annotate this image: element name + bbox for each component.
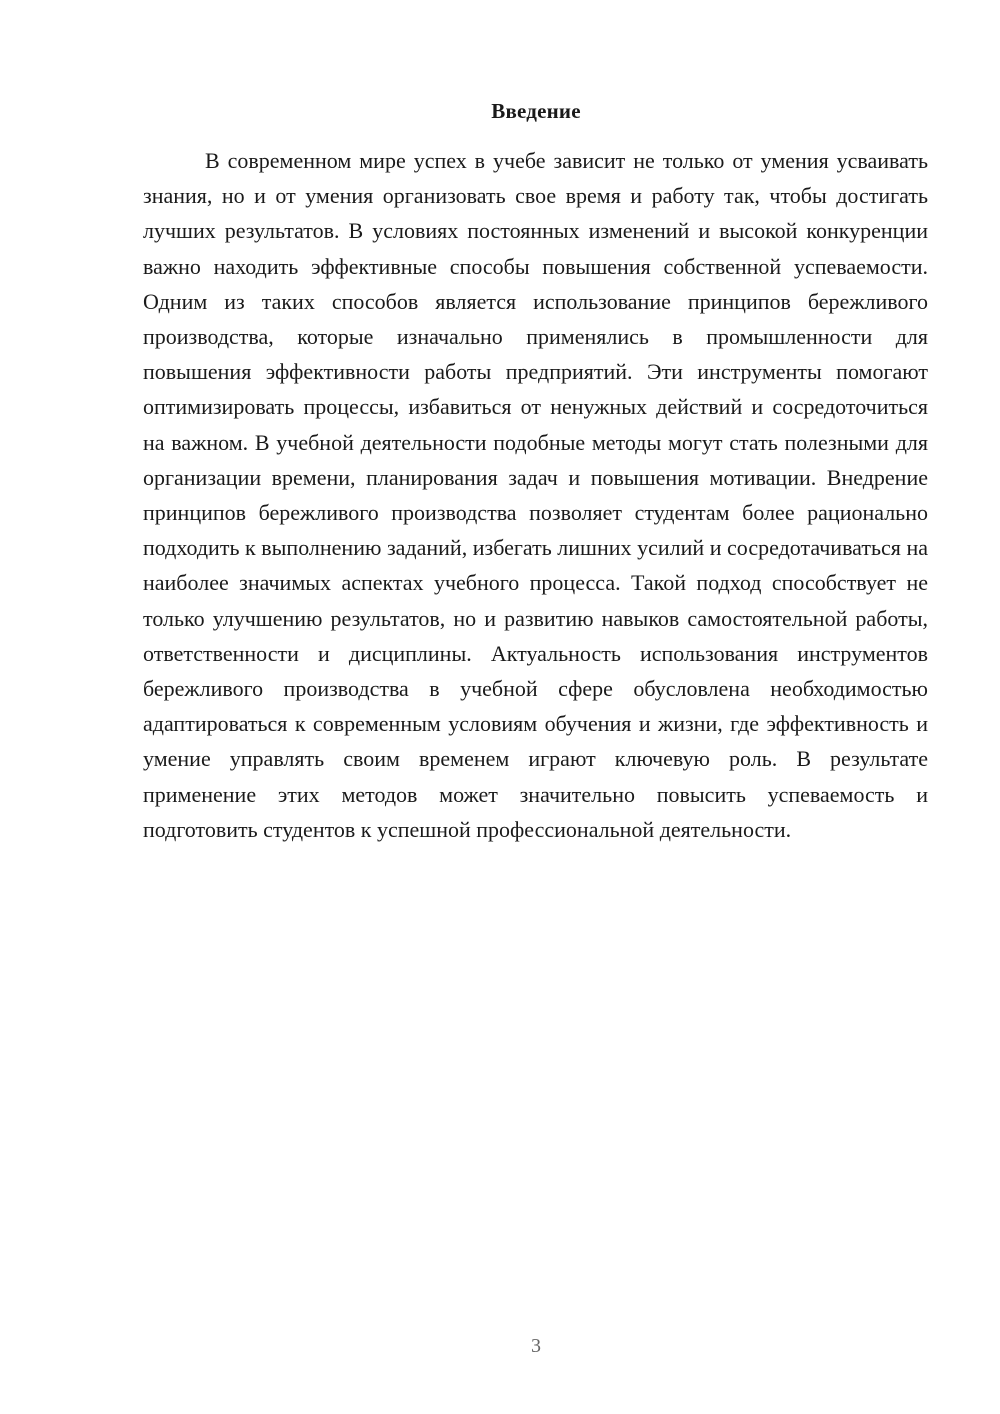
page-number: 3 <box>531 1335 541 1357</box>
section-title: Введение <box>491 99 581 123</box>
body-paragraph: В современном мире успех в учебе зависит не только от умения усваивать знания, но и от умения организовать свое время и работу так, чтобы достигать лучших результатов. В условиях постоянных изменений и высокой конкуренции важно находить эффективные способы повышения собственной успеваемости. Одним из таких способов является использование принципов бережливого производства, которые изначально применялись в промышленности для повышения эффективности работы предприятий. Эти инструменты помогают оптимизировать процессы, избавиться от ненужных действий и сосредоточиться на важном. В учебной деятельности подобные методы могут стать полезными для организации времени, планирования задач и повышения мотивации. Внедрение принципов бережливого производства позволяет студентам более рационально подходить к выполнению заданий, избегать лишних усилий и сосредотачиваться на наиболее значимых аспектах учебного процесса. Такой подход способствует не только улучшению результатов, но и развитию навыков самостоятельной работы, ответственности и дисциплины. Актуальность использования инструментов бережливого производства в учебной сфере обусловлена необходимостью адаптироваться к современным условиям обучения и жизни, где эффективность и умение управлять своим временем играют ключевую роль. В результате применение этих методов может значительно повысить успеваемость и подготовить студентов к успешной профессиональной деятельности. <box>143 148 928 842</box>
